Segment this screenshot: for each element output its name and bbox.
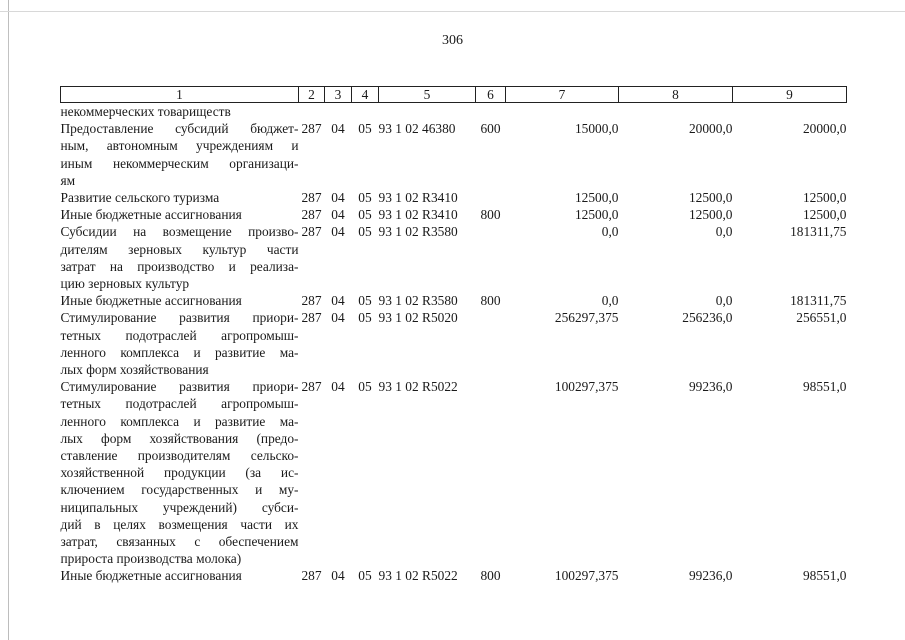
row-gr: 287 [301, 224, 322, 240]
row-pr [352, 103, 379, 121]
row-name-line: цию зерновых культур [60, 276, 190, 292]
budget-table [60, 86, 847, 585]
row-value-7: 256297,375 [554, 310, 619, 326]
row-name-line: ставление производителям сельско- [60, 448, 299, 464]
row-csr: 93 1 02 R3580 [378, 293, 458, 309]
row-name-line: ям [60, 172, 76, 188]
row-value-8: 20000,0 [688, 121, 733, 137]
row-gr: 287 [301, 568, 322, 584]
row-pr: 05 [358, 310, 372, 326]
row-name [61, 567, 299, 584]
row-csr: 93 1 02 R3410 [378, 207, 458, 223]
table-row [61, 120, 847, 189]
row-vr [476, 189, 506, 206]
row-name [61, 378, 299, 567]
row-value-8: 99236,0 [688, 568, 733, 584]
row-csr [379, 103, 476, 121]
header-col-9: 9 [733, 87, 847, 103]
header-col-4: 4 [352, 87, 379, 103]
row-csr: 93 1 02 R5022 [378, 379, 458, 395]
header-col-1: 1 [61, 87, 299, 103]
row-value-9: 98551,0 [802, 568, 847, 584]
row-pr: 05 [358, 224, 372, 240]
row-name-line: некоммерческих товариществ [60, 104, 231, 119]
row-rz [325, 103, 352, 121]
header-col-7: 7 [506, 87, 619, 103]
row-name-line: Субсидии на возмещение произво- [60, 224, 299, 240]
row-value-7: 100297,375 [554, 379, 619, 395]
row-vr: 800 [480, 293, 501, 309]
row-rz: 04 [331, 224, 345, 240]
row-csr: 93 1 02 46380 [378, 121, 456, 137]
scan-edge-left [8, 0, 9, 640]
row-name-line: прироста производства молока) [60, 551, 242, 567]
row-csr: 93 1 02 R5022 [378, 568, 458, 584]
row-gr [299, 103, 325, 121]
row-name [61, 189, 299, 206]
row-vr [476, 223, 506, 292]
row-value-7: 12500,0 [574, 190, 619, 206]
row-pr: 05 [358, 190, 372, 206]
header-col-6: 6 [476, 87, 506, 103]
row-name-line: ниципальных учреждений) субси- [60, 499, 299, 515]
header-col-3: 3 [325, 87, 352, 103]
row-vr: 600 [480, 121, 501, 137]
row-value-8 [619, 103, 733, 121]
row-name-line: тетных подотраслей агропромыш- [60, 327, 299, 343]
header-col-2: 2 [299, 87, 325, 103]
row-name-line: хозяйственной продукции (за ис- [60, 465, 299, 481]
table-row [61, 223, 847, 292]
row-value-9: 12500,0 [802, 190, 847, 206]
row-value-7 [506, 103, 619, 121]
row-rz: 04 [331, 207, 345, 223]
row-value-7: 12500,0 [574, 207, 619, 223]
table-body [61, 103, 847, 585]
scan-edge-top [0, 11, 905, 12]
row-rz: 04 [331, 293, 345, 309]
page-number: 306 [442, 33, 463, 48]
row-vr [476, 378, 506, 567]
row-pr: 05 [358, 293, 372, 309]
row-rz: 04 [331, 379, 345, 395]
table-row [61, 189, 847, 206]
row-name-line: Стимулирование развития приори- [60, 379, 299, 395]
row-rz: 04 [331, 121, 345, 137]
row-gr: 287 [301, 207, 322, 223]
table-row [61, 292, 847, 309]
row-value-9: 20000,0 [802, 121, 847, 137]
row-value-7: 100297,375 [554, 568, 619, 584]
row-value-8: 12500,0 [688, 190, 733, 206]
row-gr: 287 [301, 379, 322, 395]
row-name-line: Иные бюджетные ассигнования [60, 207, 242, 223]
row-name [61, 120, 299, 189]
row-value-7: 0,0 [601, 293, 619, 309]
row-csr: 93 1 02 R3580 [378, 224, 458, 240]
row-gr: 287 [301, 293, 322, 309]
row-name-line: затрат, связанных с обеспечением [60, 534, 299, 550]
row-name-line: Развитие сельского туризма [60, 190, 220, 206]
row-value-7: 15000,0 [574, 121, 619, 137]
row-value-8: 256236,0 [682, 310, 733, 326]
row-name-line: Стимулирование развития приори- [60, 310, 299, 326]
row-pr: 05 [358, 121, 372, 137]
row-rz: 04 [331, 568, 345, 584]
row-name-line: иным некоммерческим организаци- [60, 155, 299, 171]
table-row [61, 309, 847, 378]
row-name-line: ленного комплекса и развитие ма- [60, 344, 299, 360]
row-name-line: Иные бюджетные ассигнования [60, 293, 242, 309]
row-vr [476, 309, 506, 378]
row-value-9: 181311,75 [790, 224, 847, 240]
row-value-7: 0,0 [601, 224, 619, 240]
row-vr: 800 [480, 568, 501, 584]
row-value-9: 98551,0 [802, 379, 847, 395]
row-name [61, 223, 299, 292]
row-name-line: дителям зерновых культур части [60, 241, 299, 257]
table-header-row [61, 87, 847, 103]
table-row [61, 103, 847, 121]
row-vr [476, 103, 506, 121]
row-value-8: 12500,0 [688, 207, 733, 223]
row-value-8: 0,0 [715, 293, 733, 309]
row-value-8: 0,0 [715, 224, 733, 240]
row-name-line: затрат на производство и реализа- [60, 258, 299, 274]
row-name-line: ным, автономным учреждениям и [60, 138, 299, 154]
table-row [61, 206, 847, 223]
row-name-line: ключением государственных и му- [60, 482, 299, 498]
row-name-line: лых форм хозяйствования (предо- [60, 430, 299, 446]
row-name-line: Иные бюджетные ассигнования [60, 568, 242, 584]
row-value-9: 256551,0 [796, 310, 847, 326]
row-gr: 287 [301, 121, 322, 137]
header-col-5: 5 [379, 87, 476, 103]
row-value-9: 12500,0 [802, 207, 847, 223]
table-row [61, 567, 847, 584]
row-pr: 05 [358, 379, 372, 395]
row-name [61, 309, 299, 378]
row-name [61, 103, 299, 121]
row-pr: 05 [358, 207, 372, 223]
header-col-8: 8 [619, 87, 733, 103]
row-name [61, 206, 299, 223]
row-name-line: ленного комплекса и развитие ма- [60, 413, 299, 429]
row-name-line: тетных подотраслей агропромыш- [60, 396, 299, 412]
row-value-8: 99236,0 [688, 379, 733, 395]
row-name [61, 292, 299, 309]
row-rz: 04 [331, 190, 345, 206]
row-value-9: 181311,75 [790, 293, 847, 309]
row-pr: 05 [358, 568, 372, 584]
row-value-9 [733, 103, 847, 121]
row-name-line: Предоставление субсидий бюджет- [60, 121, 299, 137]
row-vr: 800 [480, 207, 501, 223]
row-name-line: лых форм хозяйствования [60, 362, 209, 378]
row-gr: 287 [301, 310, 322, 326]
row-csr: 93 1 02 R3410 [378, 190, 458, 206]
row-csr: 93 1 02 R5020 [378, 310, 458, 326]
row-rz: 04 [331, 310, 345, 326]
table-row [61, 378, 847, 567]
row-gr: 287 [301, 190, 322, 206]
row-name-line: дий в целях возмещения части их [60, 516, 299, 532]
